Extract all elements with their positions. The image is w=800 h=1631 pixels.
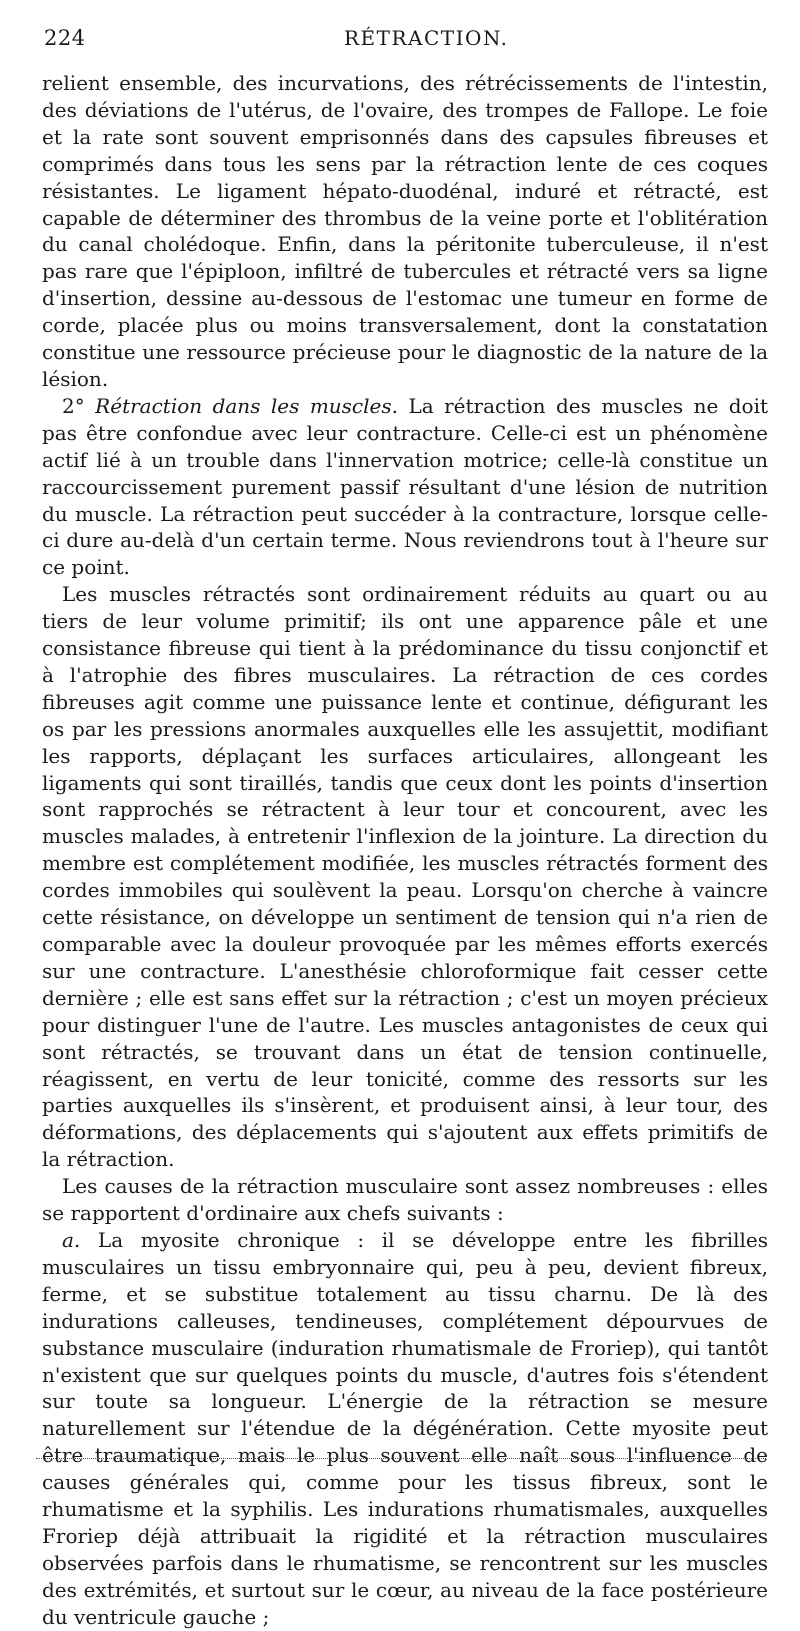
paragraph-text: La rétraction des muscles ne doit pas être confondue avec leur contracture. Celle-ci est un phénomène actif lié à un trouble dans l'innervation motrice; celle-là constitue un raccourcissement purement passif résultant d'une lésion de nutrition du muscle. La rétraction peut succéder à la contracture, lorsque celle-ci dure au-delà d'un certain terme. Nous reviendrons tout à l'heure sur ce point. <box>42 393 769 580</box>
paragraph-text: Les muscles rétractés sont ordinairement réduits au quart ou au tiers de leur volume primitif; ils ont une apparence pâle et une consistance fibreuse qui tient à la prédominance du tissu conjonctif et à l'atrophie des fibres musculaires. La rétraction de ces cordes fibreuses agit comme une puissance lente et continue, défigurant les os par les pressions anormales auxquelles elle les assujettit, modifiant les rapports, déplaçant les surfaces articulaires, allongeant les ligaments qui sont tiraillés, tandis que ceux dont les points d'insertion sont rapprochés se rétractent à leur tour et concourent, avec les muscles malades, à entretenir l'inflexion de la jointure. La direction du membre est complétement modifiée, les muscles rétractés forment des cordes immobiles qui soulèvent la peau. Lorsqu'on cherche à vaincre cette résistance, on développe un sentiment de tension qui n'a rien de comparable avec la douleur provoquée par les mêmes efforts exercés sur une contracture. L'anesthésie chloroformique fait cesser cette dernière ; elle est sans effet sur la rétraction ; c'est un moyen précieux pour distinguer l'une de l'autre. Les muscles antagonistes de ceux qui sont rétractés, se trouvant dans un état de tension continuelle, réagissent, en vertu de leur tonicité, comme des ressorts sur les parties auxquelles ils s'insèrent, et produisent ainsi, à leur tour, des déformations, des déplacements qui s'ajoutent aux effets primitifs de la rétraction. <box>42 582 768 1172</box>
section-heading: Rétraction dans les muscles. <box>95 393 398 418</box>
footer-dotted-rule <box>36 1458 766 1459</box>
list-marker: a. <box>62 1227 81 1252</box>
page-header <box>44 26 766 66</box>
paragraph-chronic-myositis <box>42 1227 768 1631</box>
page-number: 224 <box>44 26 86 50</box>
paragraph-causes <box>42 1173 768 1227</box>
paragraph-muscle-retraction <box>42 393 768 581</box>
body-text <box>42 70 768 1631</box>
paragraph-text: relient ensemble, des incurvations, des rétrécissements de l'intestin, des déviations de l'utérus, de l'ovaire, des trompes de Fallope. Le foie et la rate sont souvent emprisonnés dans des capsules fibreuses et comprimés dans tous les sens par la rétraction lente de ces coques résistantes. Le ligament hépato-duodénal, induré et rétracté, est capable de déterminer des thrombus de la veine porte et l'oblitération du canal cholédoque. Enfin, dans la péritonite tuberculeuse, il n'est pas rare que l'épiploon, infiltré de tubercules et rétracté vers sa ligne d'insertion, dessine au-dessous de l'estomac une tumeur en forme de corde, placée plus ou moins transversalement, dont la constatation constitue une ressource précieuse pour le diagnostic de la nature de la lésion. <box>42 71 768 391</box>
paragraph-retracted-muscles <box>42 581 768 1173</box>
paragraph-text: Les causes de la rétraction musculaire sont assez nombreuses : elles se rapportent d'ordinaire aux chefs suivants : <box>42 1174 768 1226</box>
paragraph-intestinal-retraction <box>42 70 768 393</box>
paragraph-text: La myosite chronique : il se développe entre les fibrilles musculaires un tissu embryonnaire qui, peu à peu, devient fibreux, ferme, et se substitue totalement au tissu charnu. De là des indurations calleuses, tendineuses, complétement dépourvues de substance musculaire (induration rhumatismale de Froriep), qui tantôt n'existent que sur quelques points du muscle, d'autres fois s'étendent sur toute sa longueur. L'énergie de la rétraction se mesure naturellement sur l'étendue de la dégénération. Cette myosite peut être traumatique, mais le plus souvent elle naît sous l'influence de causes générales qui, comme pour les tissus fibreux, sont le rhumatisme et la syphilis. Les indurations rhumatismales, auxquelles Froriep déjà attribuait la rigidité et la rétraction musculaires observées parfois dans le rhumatisme, se rencontrent sur les muscles des extrémités, et surtout sur le cœur, au niveau de la face postérieure du ventricule gauche ; <box>42 1227 769 1629</box>
running-title: RÉTRACTION. <box>344 26 509 50</box>
section-number: 2° <box>62 393 85 418</box>
